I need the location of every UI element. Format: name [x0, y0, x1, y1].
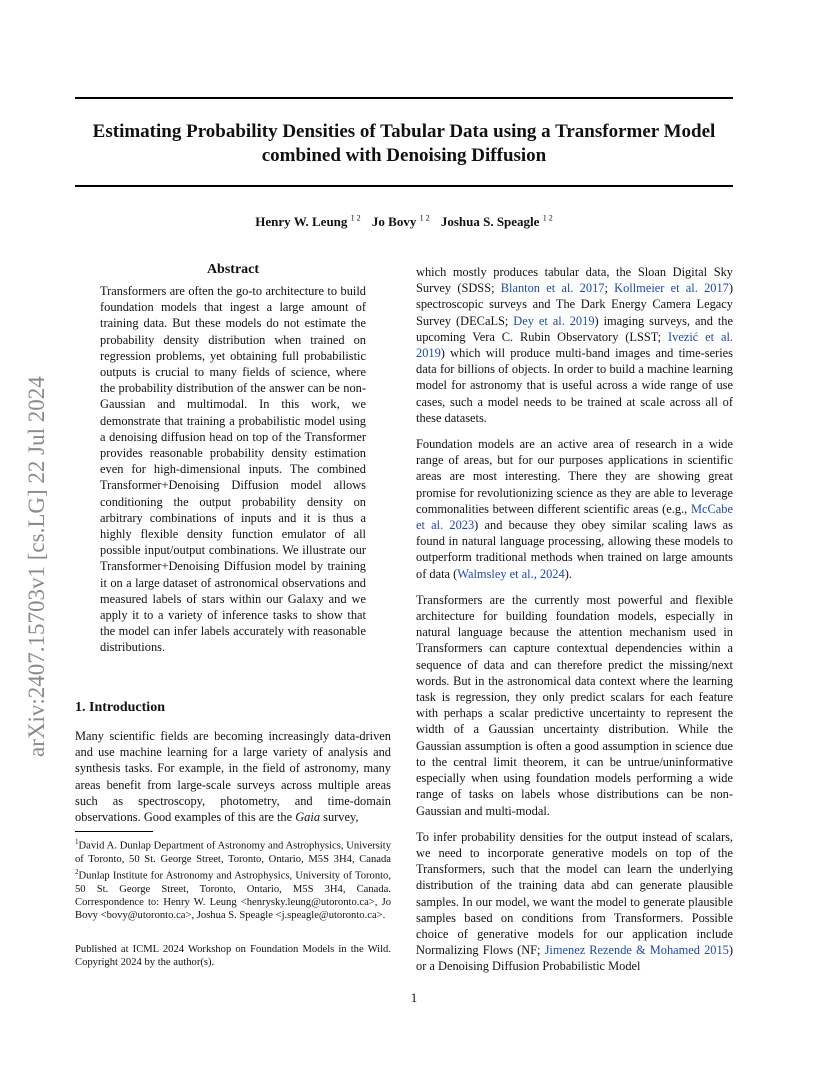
- text-run: ) or a Denoising Diffusion Probabilistic Model: [416, 943, 733, 974]
- footnote-marker: 1: [75, 838, 79, 846]
- text-run: ) spectroscopic surveys and The Dark Energy Camera Legacy Survey (DECaLS;: [416, 281, 733, 328]
- footnote-text: Dunlap Institute for Astronomy and Astrophysics, University of Toronto, 50 St. George Street, Toronto, Ontario, M5S 3H4, Canada. Correspondence to: Henry W. Leung <henrysky.leung@utoronto.ca>, Jo Bovy <bovy@utoronto.ca>, Joshua S. Speagle <j.speagle@utoronto.ca>.: [75, 870, 391, 922]
- author: [441, 214, 553, 229]
- intro-gaia-italic: Gaia: [295, 810, 321, 825]
- text-run: ) which will produce multi-band images and time-series data for billions of objects. In order to build a machine learning model for astronomy that is useful across a wide range of use cases, such a model needs to be trained at scale across all of these datasets.: [416, 346, 733, 425]
- title-line-2: combined with Denoising Diffusion: [261, 145, 547, 166]
- footnote-text: David A. Dunlap Department of Astronomy and Astrophysics, University of Toronto, 50 St. George Street, Toronto, Ontario, M5S 3H4, Canada: [75, 840, 391, 865]
- title-bottom-rule: [75, 185, 733, 187]
- title-line-1: Estimating Probability Densities of Tabular Data using a Transformer Model: [92, 121, 716, 142]
- author-affiliation: 1 2: [419, 214, 430, 223]
- arxiv-identifier[interactable]: arXiv:2407.15703v1 [cs.LG] 22 Jul 2024: [24, 376, 49, 757]
- paper-title: [75, 120, 733, 168]
- paragraph: [416, 436, 733, 582]
- author-name: Henry W. Leung: [255, 214, 348, 230]
- citation-link[interactable]: Blanton et al. 2017: [500, 281, 605, 296]
- top-rule: [75, 97, 733, 99]
- right-column: [416, 264, 733, 985]
- paragraph: [416, 264, 733, 426]
- paragraph: [416, 829, 733, 975]
- citation-link[interactable]: McCabe et al. 2023: [416, 501, 733, 533]
- text-run: ) and because they obey similar scaling laws as found in natural language processing, allowing these models to outperform traditional methods when trained on large amounts of data (: [416, 518, 733, 581]
- author-list: [75, 214, 733, 230]
- author-affiliation: 1 2: [350, 214, 361, 223]
- abstract-body: Transformers are often the go-to architecture to build foundation models that ingest a large amount of training data. But these models do not estimate the probability density distribution when trained on regression problems, yet obtaining full probabilistic outputs is crucial to many fields of science, where the probability distribution of the answer can be non-Gaussian and multimodal. In this work, we demonstrate that training a probabilistic model using a denoising diffusion head on top of the Transformer provides reasonable probability density estimation even for high-dimensional inputs. The combined Transformer+Denoising Diffusion model allows conditioning the output probability density on arbitrary combinations of inputs and it is thus a highly flexible density function emulator of all possible input/output combinations. We illustrate our Transformer+Denoising Diffusion model by training it on a large dataset of astronomical observations and measured labels of stars within our Galaxy and we apply it to a variety of inference tasks to show that the model can infer labels accurately with reasonable distributions.: [100, 284, 366, 655]
- intro-paragraph: [75, 728, 391, 825]
- page-number: 1: [410, 990, 418, 1005]
- footnote-rule: [75, 831, 153, 832]
- text-run: ).: [564, 566, 572, 581]
- citation-link[interactable]: Ivezić et al. 2019: [416, 329, 733, 361]
- text-run: which mostly produces tabular data, the Sloan Digital Sky Survey (SDSS;: [416, 265, 733, 296]
- section-heading-introduction: 1. Introduction: [75, 700, 165, 715]
- text-run: ;: [604, 281, 615, 296]
- author-name: Joshua S. Speagle: [440, 214, 540, 230]
- text-run: Foundation models are an active area of research in a wide range of areas, but for our purposes applications in scientific areas are most interesting. There they are showing great promise for revolutionizing science as they are able to leverage commonalities between different scientific areas (e.g.,: [416, 437, 733, 516]
- author-affiliation: 1 2: [542, 214, 553, 223]
- footnote-marker: 2: [75, 867, 79, 876]
- affiliation-footnote: [75, 836, 391, 922]
- citation-link[interactable]: Kollmeier et al. 2017: [614, 281, 729, 296]
- intro-text-end: survey,: [320, 810, 359, 825]
- citation-link[interactable]: Jimenez Rezende & Mohamed 2015: [544, 943, 729, 958]
- citation-link[interactable]: Walmsley et al., 2024: [457, 566, 565, 581]
- author: [372, 214, 430, 229]
- text-run: To infer probability densities for the output instead of scalars, we need to incorporate generative models on top of the Transformers, such that the model can learn the underlying distribution of the training data abd can generate plausible samples. In our model, we want the model to generate plausible samples based on conditions from Transformers. Possible choice of generative models for our application include Normalizing Flows (NF;: [416, 829, 733, 958]
- author: [255, 214, 360, 229]
- intro-text: Many scientific fields are becoming increasingly data-driven and use machine learning for a large variety of analysis and synthesis tasks. For example, in the field of astronomy, many areas benefit from large-scale surveys across multiple areas such as spectroscopy, photometry, and time-domain observations. Good examples of this are the: [75, 729, 391, 825]
- abstract-heading: Abstract: [206, 262, 260, 277]
- citation-link[interactable]: Dey et al. 2019: [513, 313, 595, 328]
- paragraph: Transformers are the currently most powerful and flexible architecture for building foundation models, especially in natural language because the attention mechanism used in Transformers can capture contextual dependencies within a sequence of data and can therefore predict the missing/next words. But in the astronomical data context where the learning task is regression, they only predict scalars for each feature with perhaps a scalar predictive uncertainty to represent the width of a Gaussian uncertainty distribution. While the Gaussian assumption is often a good assumption in science due to the central limit theorem, it can be untrue/uninformative especially when using foundation models performing a wide range of tasks on labels whose distributions can be non-Gaussian and multi-modal.: [416, 592, 733, 818]
- author-name: Jo Bovy: [371, 214, 417, 230]
- text-run: ) imaging surveys, and the upcoming Vera C. Rubin Observatory (LSST;: [416, 313, 734, 344]
- publication-note: Published at ICML 2024 Workshop on Foundation Models in the Wild. Copyright 2024 by the author(s).: [75, 944, 391, 969]
